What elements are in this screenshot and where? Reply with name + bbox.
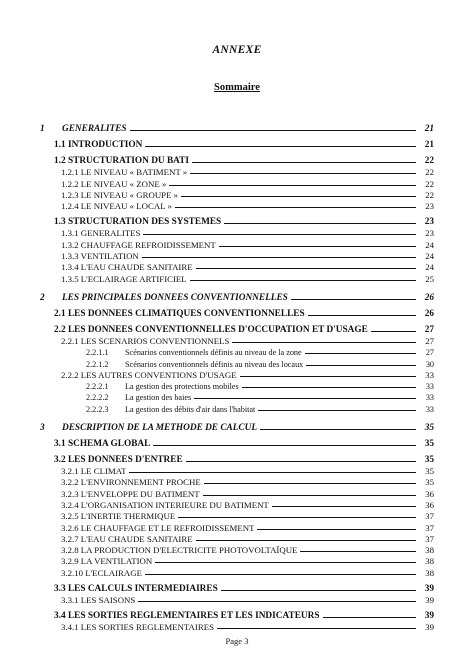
toc-leader-line <box>224 223 416 224</box>
toc-leader-line <box>257 529 416 530</box>
toc-entry-level-3[interactable] <box>40 510 434 521</box>
toc-entry-label: 3.2.10 L'ECLAIRAGE <box>61 567 142 578</box>
toc-page-number: 24 <box>425 262 434 273</box>
toc-leader-line <box>155 562 416 563</box>
toc-entry-level-3[interactable] <box>40 555 434 566</box>
page-number: Page 3 <box>225 636 249 646</box>
toc-leader-line <box>175 207 416 208</box>
toc-page-number: 23 <box>424 217 434 228</box>
toc-entry-label: 1.2.2 LE NIVEAU « ZONE » <box>61 178 167 189</box>
toc-entry-number: 3 <box>40 422 45 433</box>
toc-leader-line <box>196 268 416 269</box>
toc-entry-level-4[interactable] <box>40 380 434 391</box>
toc-entry-number: 2.2.2.1 <box>86 382 109 392</box>
toc-entry-level-3[interactable] <box>40 272 434 283</box>
toc-entry-label: La gestion des baies <box>125 393 192 403</box>
toc-entry-level-2[interactable] <box>40 609 434 621</box>
toc-page-number: 27 <box>424 324 434 335</box>
toc-entry-label: 3.2.8 LA PRODUCTION D'ELECTRICITE PHOTOVOLTAÏQUE <box>61 545 298 556</box>
toc-leader-line <box>190 280 416 281</box>
toc-entry-level-3[interactable] <box>40 566 434 577</box>
toc-leader-line <box>186 461 416 462</box>
toc-entry-level-2[interactable] <box>40 215 434 227</box>
toc-leader-line <box>308 315 416 316</box>
toc-page-number: 35 <box>424 438 434 449</box>
toc-entry-label: 2.2.1 LES SCENARIOS CONVENTIONNELS <box>61 335 230 346</box>
toc-page-number: 30 <box>425 359 434 369</box>
toc-entry-label: 1.3.5 L'ECLAIRAGE ARTIFICIEL <box>61 273 187 284</box>
toc-entry-level-1[interactable] <box>40 420 434 433</box>
toc-leader-line <box>169 185 416 186</box>
toc-leader-line <box>371 331 416 332</box>
toc-page-number: 38 <box>425 545 434 556</box>
toc-entry-level-4[interactable] <box>40 391 434 402</box>
toc-leader-line <box>272 506 416 507</box>
toc-entry-level-1[interactable] <box>40 121 434 134</box>
toc-entry-number: 2.2.2.3 <box>86 404 109 414</box>
toc-leader-line <box>190 173 416 174</box>
toc-entry-level-2[interactable] <box>40 138 434 150</box>
toc-heading: Sommaire <box>214 82 260 93</box>
toc-leader-line <box>232 342 416 343</box>
toc-entry-level-3[interactable] <box>40 369 434 380</box>
toc-leader-line <box>291 299 416 300</box>
toc-entry-level-3[interactable] <box>40 533 434 544</box>
toc-page-number: 21 <box>424 140 434 150</box>
toc-page-number: 22 <box>425 189 434 200</box>
toc-entry-level-3[interactable] <box>40 521 434 532</box>
toc-page-number: 39 <box>425 622 434 633</box>
toc-page-number: 27 <box>425 348 434 358</box>
toc-entry-level-3[interactable] <box>40 544 434 555</box>
toc-page-number: 35 <box>424 454 434 465</box>
toc-entry-label: 1.1 INTRODUCTION <box>54 140 143 150</box>
toc-page-number: 37 <box>425 511 434 522</box>
toc-leader-line <box>138 601 416 602</box>
toc-leader-line <box>145 146 416 147</box>
toc-page-number: 36 <box>425 488 434 499</box>
toc-entry-level-3[interactable] <box>40 177 434 188</box>
toc-leader-line <box>129 472 416 473</box>
toc-entry-label: 1.3.4 L'EAU CHAUDE SANITAIRE <box>61 262 193 273</box>
toc-entry-level-3[interactable] <box>40 166 434 177</box>
toc-page-number: 36 <box>425 499 434 510</box>
toc-leader-line <box>305 353 416 354</box>
toc-entry-label: La gestion des protections mobiles <box>125 382 239 392</box>
toc-entry-level-2[interactable] <box>40 154 434 166</box>
toc-leader-line <box>203 495 416 496</box>
toc-entry-level-3[interactable] <box>40 227 434 238</box>
toc-page-number: 24 <box>425 251 434 262</box>
toc-entry-label: 3.4 LES SORTIES REGLEMENTAIRES ET LES INDICATEURS <box>54 611 320 622</box>
toc-entry-label: 3.2.3 L'ENVELOPPE DU BATIMENT <box>61 488 200 499</box>
toc-entry-label: 1.3.1 GENERALITES <box>61 228 141 239</box>
toc-entry-level-2[interactable] <box>40 582 434 594</box>
toc-entry-level-3[interactable] <box>40 200 434 211</box>
toc-entry-level-3[interactable] <box>40 621 434 632</box>
toc-entry-label: 3.2.5 L'INERTIE THERMIQUE <box>61 511 176 522</box>
toc-page-number: 33 <box>425 404 434 414</box>
toc-entry-level-2[interactable] <box>40 307 434 319</box>
toc-leader-line <box>323 617 417 618</box>
toc-entry-label: LES PRINCIPALES DONNEES CONVENTIONNELLES <box>62 292 288 303</box>
toc-entry-label: 1.2.3 LE NIVEAU « GROUPE » <box>61 189 179 200</box>
toc-page-number: 24 <box>425 239 434 250</box>
toc-entry-label: 3.2.6 LE CHAUFFAGE ET LE REFROIDISSEMENT <box>61 522 255 533</box>
toc-page-number: 21 <box>424 124 434 134</box>
toc-entry-label: 1.2 STRUCTURATION DU BATI <box>54 156 189 166</box>
toc-entry-label: 3.1 SCHEMA GLOBAL <box>54 438 151 449</box>
toc-leader-line <box>240 376 416 377</box>
toc-entry-label: 1.2.4 LE NIVEAU « LOCAL » <box>61 201 172 212</box>
toc-entry-level-4[interactable] <box>40 346 434 357</box>
toc-page-number: 23 <box>425 201 434 212</box>
toc-page-number: 27 <box>425 335 434 346</box>
toc-page-number: 37 <box>425 533 434 544</box>
toc-entry-level-4[interactable] <box>40 402 434 413</box>
toc-entry-label: 3.2.1 LE CLIMAT <box>61 466 127 477</box>
toc-entry-level-3[interactable] <box>40 189 434 200</box>
toc-leader-line <box>242 387 416 388</box>
toc-leader-line <box>300 551 416 552</box>
toc-leader-line <box>196 540 416 541</box>
toc-leader-line <box>204 483 416 484</box>
toc-page-number: 38 <box>425 556 434 567</box>
toc-entry-label: Scénarios conventionnels définis au niveau des locaux <box>125 359 304 369</box>
toc-entry-label: 1.3 STRUCTURATION DES SYSTEMES <box>54 217 222 228</box>
toc-page-number: 33 <box>425 369 434 380</box>
toc-entry-level-3[interactable] <box>40 594 434 605</box>
toc-entry-number: 1 <box>40 124 45 134</box>
toc-entry-level-4[interactable] <box>40 357 434 368</box>
toc-entry-level-3[interactable] <box>40 261 434 272</box>
toc-page-number: 23 <box>425 228 434 239</box>
toc-page-number: 35 <box>425 466 434 477</box>
annex-title: ANNEXE <box>212 44 262 56</box>
toc-entry-number: 2 <box>40 292 45 303</box>
toc-entry-level-3[interactable] <box>40 499 434 510</box>
toc-entry-label: 3.4.1 LES SORTIES REGLEMENTAIRES <box>61 622 214 633</box>
toc-page-number: 33 <box>425 382 434 392</box>
toc-page-number: 35 <box>424 422 434 433</box>
toc-leader-line <box>217 628 416 629</box>
toc-entry-label: 3.2.4 L'ORGANISATION INTERIEURE DU BATIMENT <box>61 499 269 510</box>
toc-page-number: 33 <box>425 393 434 403</box>
toc-page-number: 35 <box>425 477 434 488</box>
toc-leader-line <box>178 517 416 518</box>
toc-entry-level-3[interactable] <box>40 238 434 249</box>
toc-leader-line <box>194 398 416 399</box>
toc-leader-line <box>306 365 416 366</box>
toc-leader-line <box>260 429 416 430</box>
toc-leader-line <box>258 410 416 411</box>
toc-leader-line <box>181 196 416 197</box>
toc-page-number: 22 <box>425 167 434 178</box>
toc-entry-level-1[interactable] <box>40 290 434 303</box>
toc-page-number: 22 <box>424 156 434 166</box>
toc-leader-line <box>143 234 416 235</box>
toc-entry-level-3[interactable] <box>40 465 434 476</box>
toc-entry-level-3[interactable] <box>40 476 434 487</box>
toc-entry-label: GENERALITES <box>62 124 127 134</box>
toc-entry-number: 2.2.1.2 <box>86 359 109 369</box>
toc-entry-label: 3.3 LES CALCULS INTERMÉDIAIRES <box>54 583 218 594</box>
toc-entry-level-3[interactable] <box>40 250 434 261</box>
toc-page-number: 22 <box>425 178 434 189</box>
toc-page-number: 26 <box>424 292 434 303</box>
toc-entry-label: 1.3.2 CHAUFFAGE REFROIDISSEMENT <box>61 239 216 250</box>
table-of-contents <box>40 121 434 632</box>
toc-page-number: 25 <box>425 273 434 284</box>
toc-leader-line <box>221 590 416 591</box>
toc-entry-label: 2.2.2 LES AUTRES CONVENTIONS D'USAGE <box>61 369 237 380</box>
toc-entry-number: 2.2.2.2 <box>86 393 109 403</box>
toc-entry-label: 2.2 LES DONNEES CONVENTIONNELLES D'OCCUPATION ET D'USAGE <box>54 324 368 335</box>
toc-leader-line <box>145 574 416 575</box>
toc-entry-number: 2.2.1.1 <box>86 348 109 358</box>
toc-page-number: 37 <box>425 522 434 533</box>
toc-entry-label: 2.1 LES DONNEES CLIMATIQUES CONVENTIONNELLES <box>54 308 305 319</box>
toc-entry-label: DESCRIPTION DE LA METHODE DE CALCUL <box>62 422 258 433</box>
toc-entry-label: 1.2.1 LE NIVEAU « BATIMENT » <box>61 167 188 178</box>
toc-entry-label: 1.3.3 VENTILATION <box>61 251 139 262</box>
toc-entry-label: 3.2.9 LA VENTILATION <box>61 556 153 567</box>
toc-leader-line <box>153 445 416 446</box>
toc-page-number: 39 <box>425 595 434 606</box>
toc-entry-level-2[interactable] <box>40 453 434 465</box>
toc-leader-line <box>130 130 416 131</box>
toc-entry-level-3[interactable] <box>40 335 434 346</box>
toc-entry-label: La gestion des débits d'air dans l'habitat <box>125 404 256 414</box>
toc-page-number: 38 <box>425 567 434 578</box>
toc-entry-label: 3.2.7 L'EAU CHAUDE SANITAIRE <box>61 533 193 544</box>
toc-entry-label: 3.3.1 LES SAISONS <box>61 595 136 606</box>
toc-leader-line <box>142 257 416 258</box>
toc-entry-level-3[interactable] <box>40 487 434 498</box>
toc-page-number: 26 <box>424 308 434 319</box>
toc-leader-line <box>192 162 416 163</box>
toc-entry-label: 3.2.2 L'ENVIRONNEMENT PROCHE <box>61 477 201 488</box>
toc-page-number: 39 <box>424 583 434 594</box>
toc-entry-level-2[interactable] <box>40 323 434 335</box>
toc-entry-label: Scénarios conventionnels définis au niveau de la zone <box>125 348 302 358</box>
toc-entry-level-2[interactable] <box>40 437 434 449</box>
toc-entry-label: 3.2 LES DONNÉES D'ENTRÉE <box>54 454 183 465</box>
toc-leader-line <box>219 246 416 247</box>
toc-page-number: 39 <box>424 611 434 622</box>
